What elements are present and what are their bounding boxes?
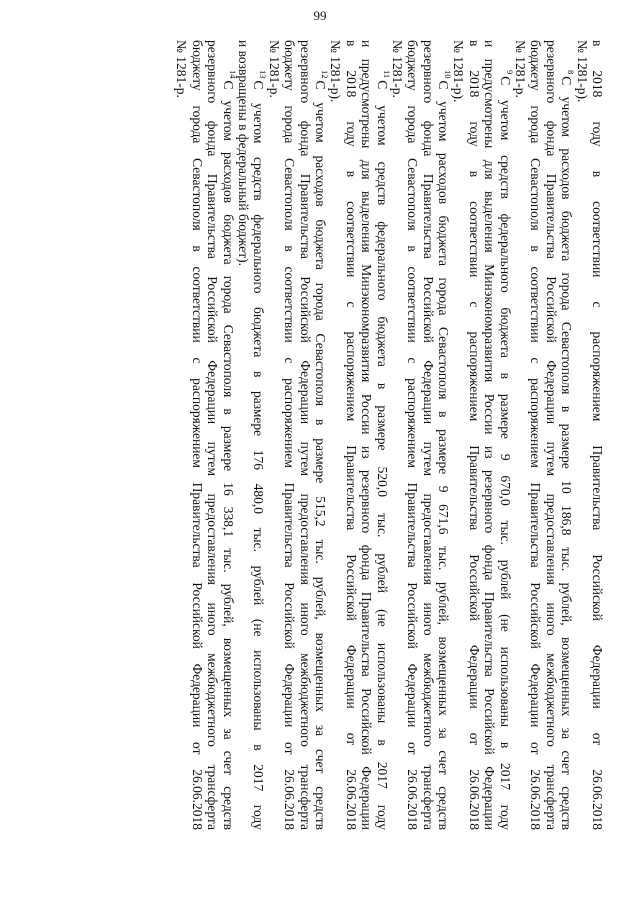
line-text: № 1281-р). — [451, 40, 467, 103]
footnote-line — [466, 40, 481, 830]
line-text: № 1281-р). — [328, 40, 344, 103]
footnote-line — [174, 40, 189, 830]
footnote-line — [543, 40, 558, 830]
line-text: С учетом средств федерального бюджета в размере 520,0 тыс. рублей (не использованы в 2017 году — [374, 80, 390, 830]
footnote-line — [590, 40, 605, 830]
line-text: резервного фонда Правительства Российской Федерации путем предоставления иного межбюджетного трансферта — [205, 40, 221, 830]
line-text: С учетом расходов бюджета города Севастополя в размере 515,2 тыс. рублей, возмещенных за счет средств — [312, 80, 328, 830]
line-text: бюджету города Севастополя в соответствии с распоряжением Правительства Российской Федерации от 26.06.2018 — [282, 40, 298, 830]
line-text: бюджету города Севастополя в соответствии с распоряжением Правительства Российской Федерации от 26.06.2018 — [405, 40, 421, 830]
footnote-marker: 12 — [319, 70, 330, 79]
footnote-line — [451, 40, 466, 830]
footnote-line — [528, 40, 543, 830]
footnote-line — [574, 40, 589, 830]
footnotes-body — [115, 40, 605, 830]
footnote-marker: 10 — [443, 70, 454, 79]
rotated-text-block — [100, 40, 605, 855]
line-text: резервного фонда Правительства Российской Федерации путем предоставления иного межбюджетного трансферта — [543, 40, 559, 830]
line-text: № 1281-р). — [574, 40, 590, 103]
footnote-line — [390, 40, 405, 830]
footnote-11-start — [374, 40, 392, 830]
footnote-line — [513, 40, 528, 830]
line-text: и возвращены в федеральный бюджет). — [236, 40, 252, 267]
footnote-line — [359, 40, 374, 830]
footnote-marker: 9 — [504, 70, 515, 75]
line-text: в 2018 году в соответствии с распоряжением Правительства Российской Федерации от 26.06.2018 — [590, 40, 605, 830]
footnote-10-start — [436, 40, 454, 830]
footnote-line — [189, 40, 204, 830]
page-number: 99 — [313, 8, 327, 23]
footnote-12-start — [313, 40, 328, 830]
footnote-line — [328, 40, 343, 830]
footnote-marker: 13 — [258, 70, 269, 79]
footnote-line — [297, 40, 312, 830]
footnote-marker: 8 — [566, 70, 577, 75]
line-text: в 2018 году в соответствии с распоряжением Правительства Российской Федерации от 26.06.2018 — [466, 40, 482, 830]
footnote-13-start — [251, 40, 269, 830]
line-text: С учетом расходов бюджета города Севастополя в размере 10 186,8 тыс. рублей, возмещенных за счет средств — [559, 76, 575, 830]
footnote-line — [482, 40, 497, 830]
footnote-line — [282, 40, 297, 830]
line-text: и предусмотрены для выделения Минэкономразвития России из резервного фонда Правительства Российской Федерации — [359, 40, 375, 830]
line-text: № 1281-р. — [174, 40, 190, 98]
line-text: бюджету города Севастополя в соответствии с распоряжением Правительства Российской Федерации от 26.06.2018 — [189, 40, 205, 830]
line-text: С учетом расходов бюджета города Севастополя в размере 16 338,1 тыс. рублей, возмещенных за счет средств — [220, 80, 236, 830]
footnote-line — [420, 40, 435, 830]
footnote-8-start — [559, 40, 577, 830]
line-text: № 1281-р. — [513, 40, 529, 98]
line-text: № 1281-р. — [389, 40, 405, 98]
line-text: резервного фонда Правительства Российской Федерации путем предоставления иного межбюджетного трансферта — [420, 40, 436, 830]
line-text: и предусмотрены для выделения Минэкономразвития России из резервного фонда Правительства Российской Федерации — [482, 40, 498, 830]
footnote-line — [205, 40, 220, 830]
footnote-marker: 14 — [227, 70, 238, 79]
footnote-line — [236, 40, 251, 830]
footnote-14-start — [220, 40, 238, 830]
line-text: С учетом расходов бюджета города Севастополя в размере 9 671,6 тыс. рублей, возмещенных за счет средств — [436, 80, 452, 830]
line-text: резервного фонда Правительства Российской Федерации путем предоставления иного межбюджетного трансферта — [297, 40, 313, 830]
line-text: С учетом средств федерального бюджета в размере 176 480,0 тыс. рублей (не использованы в 2017 году — [251, 80, 267, 830]
line-text: С учетом средств федерального бюджета в размере 9 670,0 тыс. рублей (не использованы в 2017 году — [497, 76, 513, 830]
footnote-marker: 11 — [381, 70, 392, 79]
footnote-9-start — [497, 40, 515, 830]
footnote-line — [266, 40, 281, 830]
line-text: в 2018 году в соответствии с распоряжением Правительства Российской Федерации от 26.06.2018 — [343, 40, 359, 830]
footnote-line — [343, 40, 358, 830]
line-text: № 1281-р. — [266, 40, 282, 98]
line-text: бюджету города Севастополя в соответствии с распоряжением Правительства Российской Федерации от 26.06.2018 — [528, 40, 544, 830]
footnote-line — [405, 40, 420, 830]
